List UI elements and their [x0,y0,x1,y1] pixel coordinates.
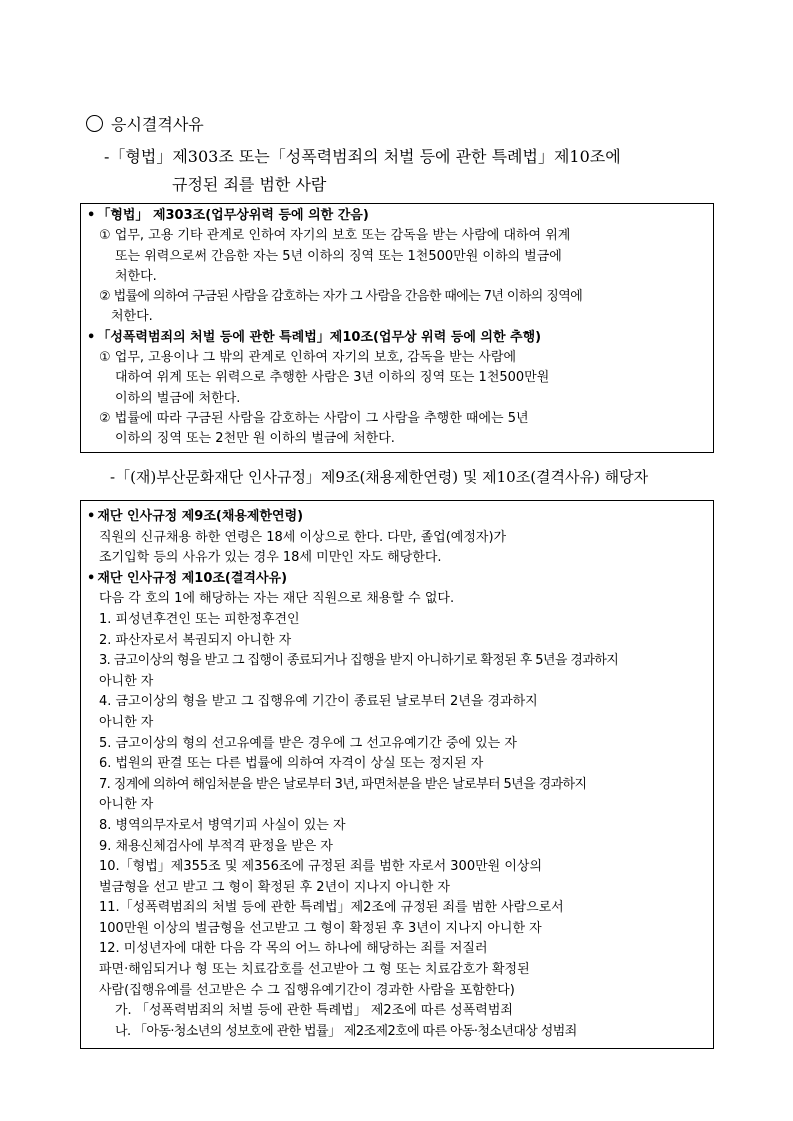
box2-line: 직원의 신규채용 하한 연령은 18세 이상으로 한다. 다만, 졸업(예정자)가 [99,529,507,545]
law-box-1 [80,203,714,453]
sub-item-1-line-2: 규정된 죄를 범한 사람 [172,175,327,194]
bullet-icon: • [87,570,96,586]
box2-title-1: 재단 인사규정 제9조(채용제한연령) [97,509,304,524]
box2-line: 7. 징계에 의하여 해임처분을 받은 날로부터 3년, 파면처분을 받은 날로부터 5년을 경과하지 [99,776,587,792]
box2-line: 11.「성폭력범죄의 처벌 등에 관한 특례법」제2조에 규정된 죄를 범한 사람으로서 [99,900,564,916]
box2-line: 1. 피성년후견인 또는 피한정후견인 [99,611,300,627]
heading-text: 응시결격사유 [111,115,204,134]
box2-line: 사람(집행유예를 선고받은 수 그 집행유예기간이 경과한 사람을 포함한다) [99,982,515,998]
box1-title-1: 「형법」 제303조(업무상위력 등에 의한 간음) [97,208,369,223]
box2-line: 10.「형법」제355조 및 제356조에 규정된 죄를 범한 자로서 300만원 이상의 [99,859,543,875]
box2-line: 2. 파산자로서 복권되지 아니한 자 [99,632,292,648]
box1-line: 대하여 위계 또는 위력으로 추행한 사람은 3년 이하의 징역 또는 1천500만원 [115,370,550,386]
box2-line: 9. 채용신체검사에 부적격 판정을 받은 자 [99,838,333,854]
box1-line: 처한다. [111,309,153,325]
box2-line: 3. 금고이상의 형을 받고 그 집행이 종료되거나 집행을 받지 아니하기로 확정된 후 5년을 경과하지 [99,653,619,669]
section-heading [86,112,204,135]
box1-line: 처한다. [115,268,157,284]
box2-line: 8. 병역의무자로서 병역기피 사실이 있는 자 [99,817,346,833]
bullet-icon: • [87,509,96,524]
sub-item-2-line: -「(재)부산문화재단 인사규정」제9조(채용제한연령) 및 제10조(결격사유) 해당자 [110,468,649,486]
sub-item-1-line-1: -「형법」제303조 또는「성폭력범죄의 처벌 등에 관한 특례법」제10조에 [104,147,621,166]
regulation-box-2 [80,500,714,1049]
box2-line: 가. 「성폭력범죄의 처벌 등에 관한 특례법」 제2조에 따른 성폭력범죄 [115,1003,513,1019]
box2-line: 아니한 자 [99,714,154,730]
box2-line: 다음 각 호의 1에 해당하는 자는 재단 직원으로 채용할 수 없다. [99,591,455,607]
box2-line: 4. 금고이상의 형을 받고 그 집행유예 기간이 종료된 날로부터 2년을 경과하지 [99,694,538,710]
bullet-icon: • [87,329,96,345]
box1-line: ① 업무, 고용 기타 관계로 인하여 자기의 보호 또는 감독을 받는 사람에 대하여 위계 [99,228,571,244]
box1-line: 이하의 벌금에 처한다. [115,390,241,406]
box1-title-2: 「성폭력범죄의 처벌 등에 관한 특례법」제10조(업무상 위력 등에 의한 추행) [97,329,542,345]
box2-title-2: 재단 인사규정 제10조(결격사유) [97,570,288,586]
bullet-icon: • [87,208,96,223]
box1-line: ② 법률에 따라 구금된 사람을 감호하는 사람이 그 사람을 추행한 때에는 5년 [99,410,529,426]
box1-line: 이하의 징역 또는 2천만 원 이하의 벌금에 처한다. [115,431,395,447]
box2-line: 아니한 자 [99,673,154,689]
box1-line: ② 법률에 의하여 구금된 사람을 감호하는 자가 그 사람을 간음한 때에는 7년 이하의 징역에 [99,289,583,305]
box2-line: 벌금형을 선고 받고 그 형이 확정된 후 2년이 지나지 아니한 자 [99,879,450,895]
box2-line: 조기입학 등의 사유가 있는 경우 18세 미만인 자도 해당한다. [99,550,442,566]
box2-line: 12. 미성년자에 대한 다음 각 목의 어느 하나에 해당하는 죄를 저질러 [99,941,488,957]
box2-line: 100만원 이상의 벌금형을 선고받고 그 형이 확정된 후 3년이 지나지 아니한 자 [99,920,542,936]
box1-line: ① 업무, 고용이나 그 밖의 관계로 인하여 자기의 보호, 감독을 받는 사람에 [99,350,516,366]
box2-line: 6. 법원의 판결 또는 다른 법률에 의하여 자격이 상실 또는 정지된 자 [99,756,484,772]
box2-line: 나. 「아동·청소년의 성보호에 관한 법률」 제2조제2호에 따른 아동·청소년대상 성범죄 [115,1023,577,1039]
box2-line: 5. 금고이상의 형의 선고유예를 받은 경우에 그 선고유예기간 중에 있는 자 [99,735,517,751]
box2-line: 아니한 자 [99,797,154,813]
box1-line: 또는 위력으로써 간음한 자는 5년 이하의 징역 또는 1천500만원 이하의 벌금에 [115,248,562,264]
circle-icon [86,115,103,132]
box2-line: 파면·해임되거나 형 또는 치료감호를 선고받아 그 형 또는 치료감호가 확정된 [99,962,530,978]
